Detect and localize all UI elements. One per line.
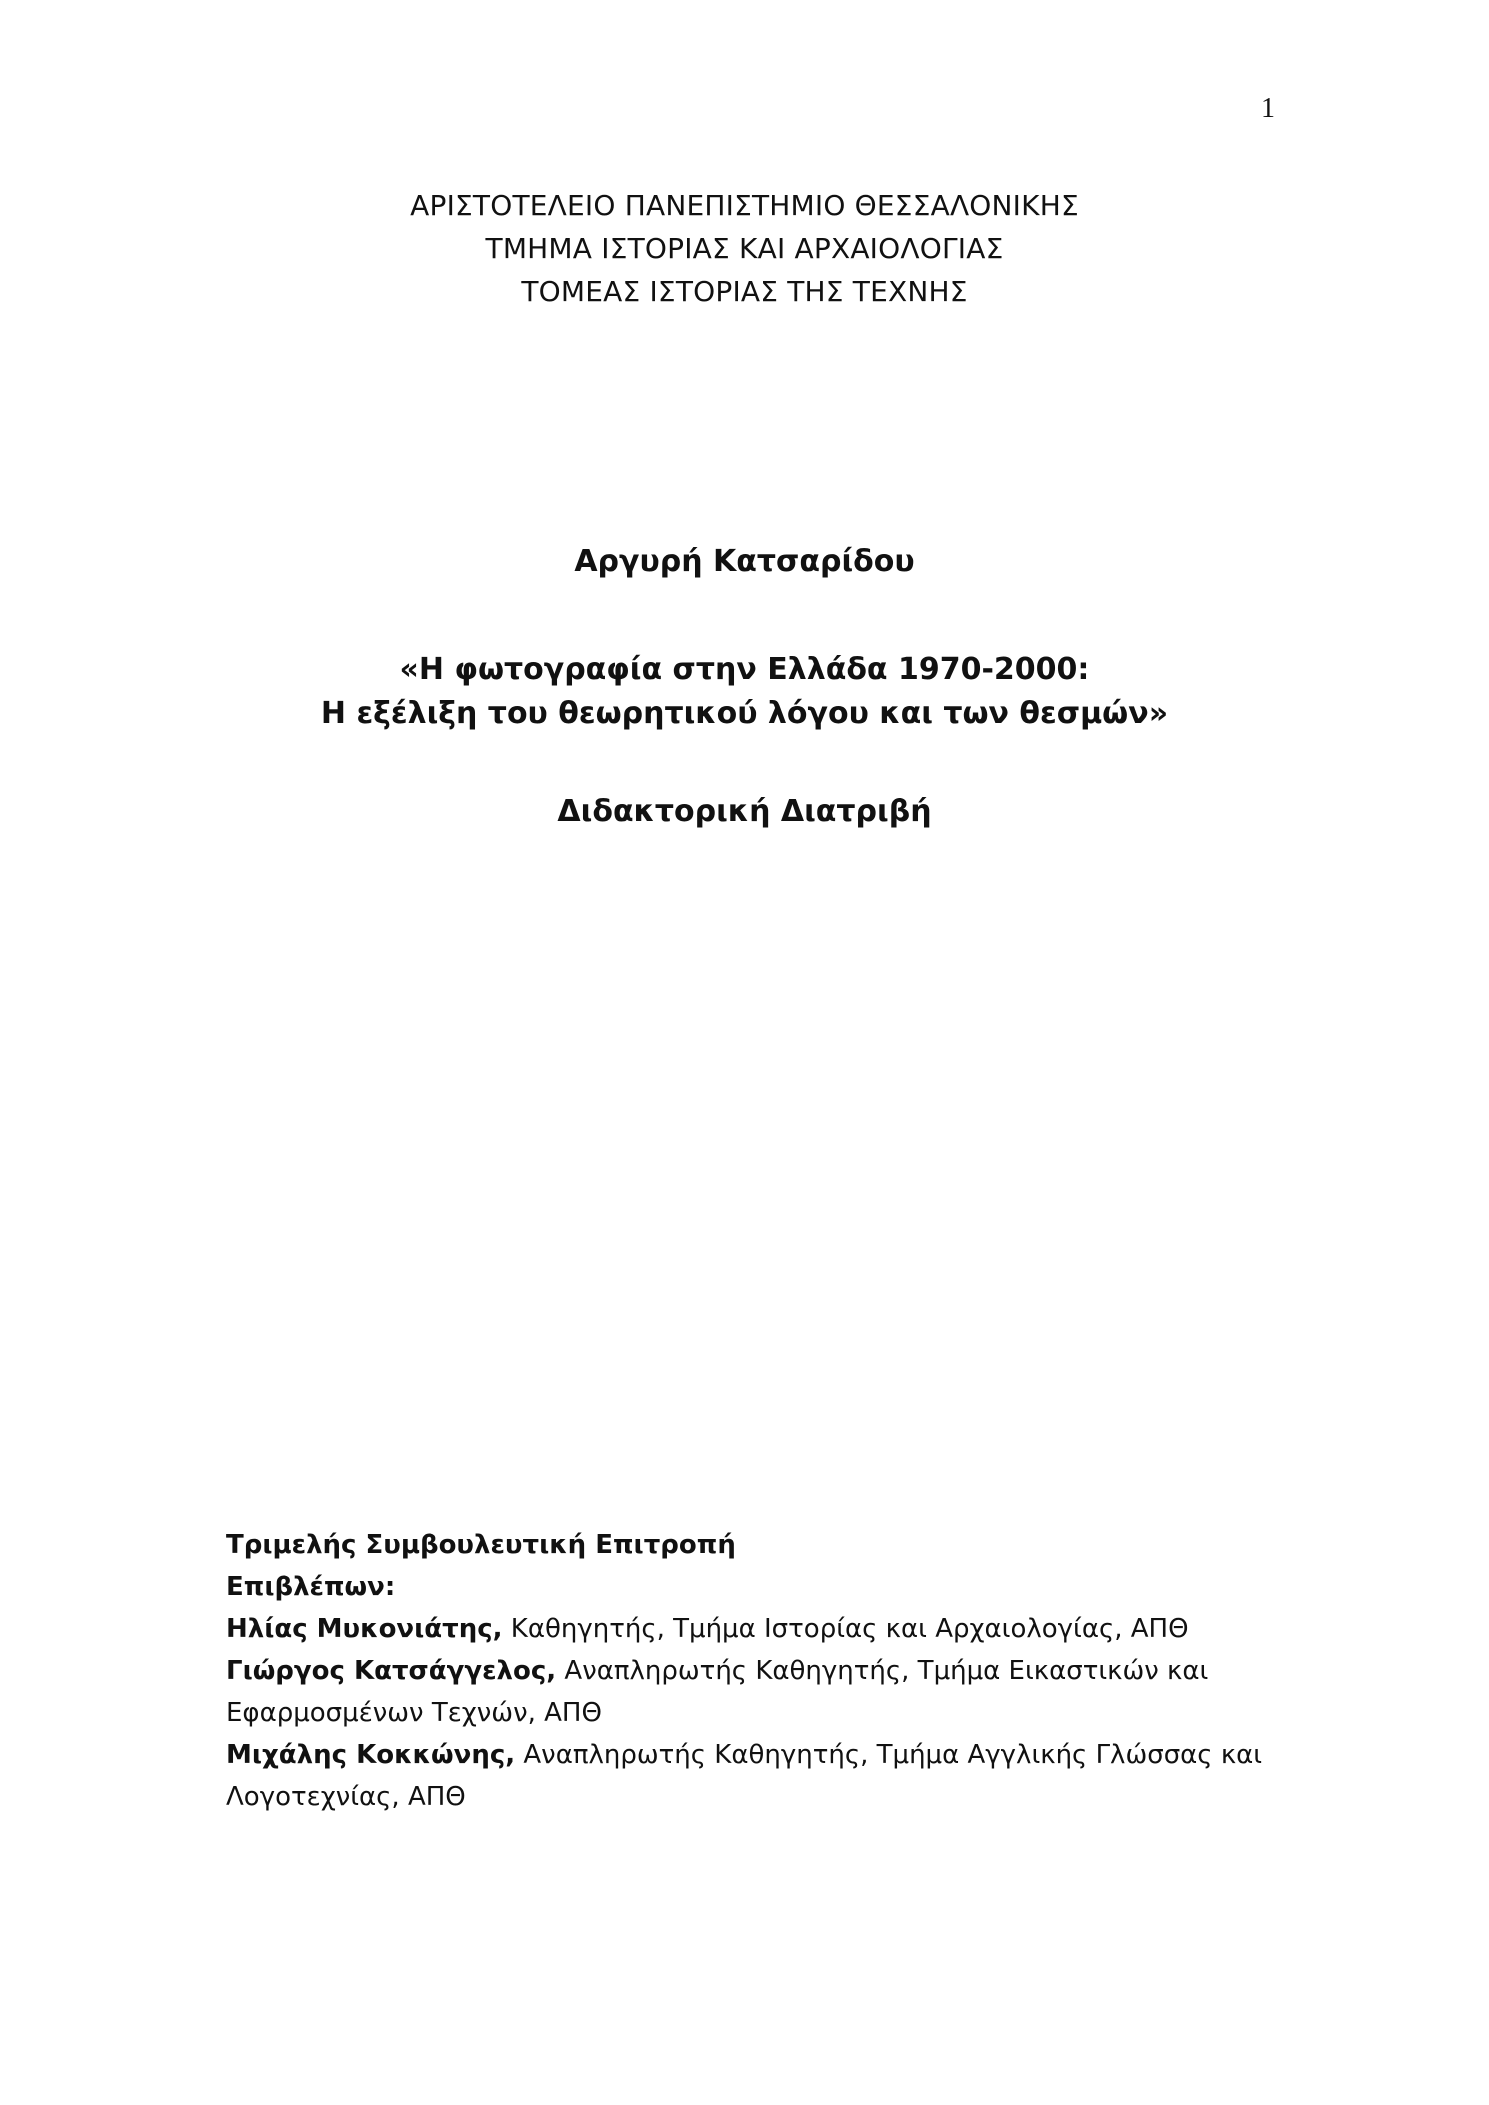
committee-heading: Τριμελής Συμβουλευτική Επιτροπή — [226, 1530, 736, 1560]
member-name: Μιχάλης Κοκκώνης, — [226, 1740, 516, 1770]
advisory-committee — [226, 1524, 1263, 1818]
author-name: Αργυρή Κατσαρίδου — [574, 544, 915, 579]
institution-header — [0, 184, 1489, 313]
committee-member-3 — [226, 1734, 1263, 1776]
committee-member-3-continued: Λογοτεχνίας, ΑΠΘ — [226, 1782, 466, 1812]
thesis-title — [0, 648, 1489, 736]
university-name: ΑΡΙΣΤΟΤΕΛΕΙΟ ΠΑΝΕΠΙΣΤΗΜΙΟ ΘΕΣΣΑΛΟΝΙΚΗΣ — [410, 189, 1079, 222]
supervisor-label: Επιβλέπων: — [226, 1572, 396, 1602]
committee-member-2-continued: Εφαρμοσμένων Τεχνών, ΑΠΘ — [226, 1698, 602, 1728]
thesis-title-line-1: «Η φωτογραφία στην Ελλάδα 1970-2000: — [399, 652, 1090, 687]
member-role: Αναπληρωτής Καθηγητής, Τμήμα Αγγλικής Γλώσσας και — [515, 1740, 1263, 1770]
member-name: Γιώργος Κατσάγγελος, — [226, 1656, 557, 1686]
department-name: ΤΜΗΜΑ ΙΣΤΟΡΙΑΣ ΚΑΙ ΑΡΧΑΙΟΛΟΓΙΑΣ — [485, 232, 1004, 265]
committee-member-1 — [226, 1608, 1226, 1650]
page-number: 1 — [1261, 93, 1275, 124]
document-type: Διδακτορική Διατριβή — [557, 794, 932, 829]
thesis-title-line-2: Η εξέλιξη του θεωρητικού λόγου και των θεσμών» — [320, 696, 1169, 731]
committee-member-2 — [226, 1650, 1226, 1692]
member-role: Αναπληρωτής Καθηγητής, Τμήμα Εικαστικών και — [556, 1656, 1209, 1686]
section-name: ΤΟΜΕΑΣ ΙΣΤΟΡΙΑΣ ΤΗΣ ΤΕΧΝΗΣ — [521, 275, 968, 308]
member-name: Ηλίας Μυκονιάτης, — [226, 1614, 503, 1644]
member-role: Καθηγητής, Τμήμα Ιστορίας και Αρχαιολογίας, ΑΠΘ — [502, 1614, 1189, 1644]
